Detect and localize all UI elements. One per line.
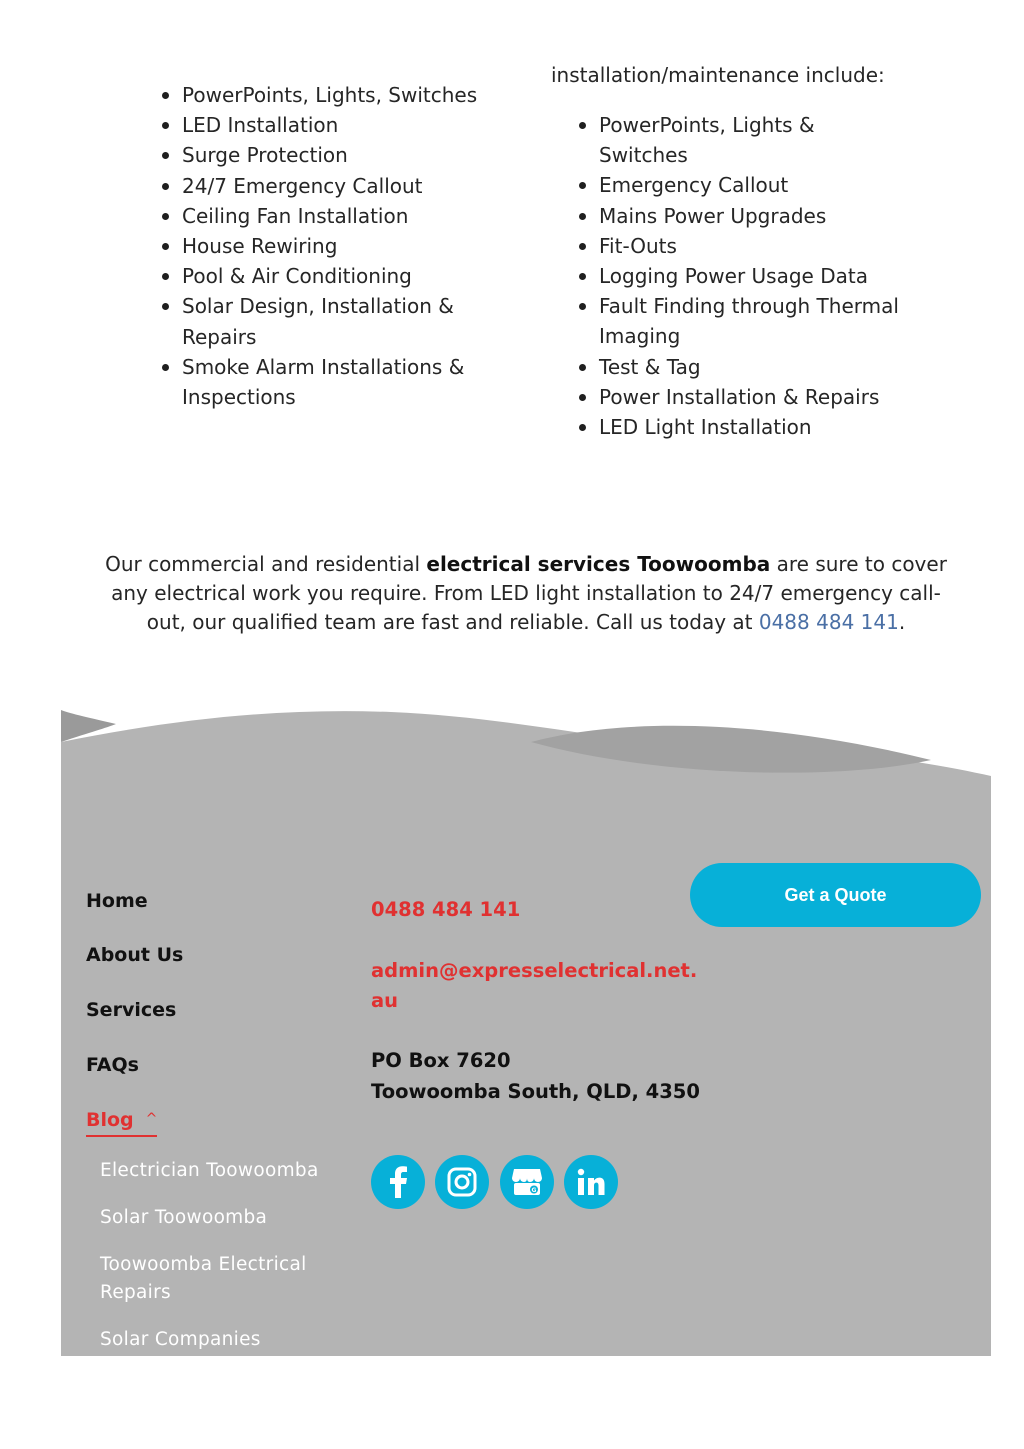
services-list-right [577, 110, 909, 442]
footer-nav-services[interactable]: Services [86, 999, 177, 1021]
list-item: Pool & Air Conditioning [182, 261, 482, 291]
footer-phone-link[interactable]: 0488 484 141 [371, 898, 521, 921]
address-line: PO Box 7620 [371, 1049, 511, 1072]
list-item: PowerPoints, Lights & Switches [599, 110, 909, 170]
phone-link[interactable]: 0488 484 141 [758, 610, 899, 634]
instagram-icon[interactable] [435, 1155, 489, 1209]
list-item: Smoke Alarm Installations & Inspections [182, 352, 482, 412]
list-item: Surge Protection [182, 140, 482, 170]
summary-text: Our commercial and residential [105, 552, 427, 576]
services-list-left [160, 80, 482, 412]
get-quote-button[interactable]: Get a Quote [690, 863, 981, 927]
footer-address [371, 1046, 700, 1107]
chevron-up-icon[interactable]: ^ [145, 1111, 158, 1127]
list-item: Logging Power Usage Data [599, 261, 909, 291]
summary-text: . [898, 610, 906, 634]
footer-nav-about[interactable]: About Us [86, 944, 184, 966]
list-item: LED Installation [182, 110, 482, 140]
list-item: 24/7 Emergency Callout [182, 171, 482, 201]
facebook-icon[interactable] [371, 1155, 425, 1209]
footer-wave-decoration [61, 710, 991, 790]
email-line: admin@expresselectrical.net. [371, 959, 698, 982]
right-list-intro: installation/maintenance include: [551, 63, 885, 87]
list-item: PowerPoints, Lights, Switches [182, 80, 482, 110]
blog-submenu-item[interactable]: Electrician Toowoomba [100, 1160, 319, 1181]
list-item: Mains Power Upgrades [599, 201, 909, 231]
list-item: Fit-Outs [599, 231, 909, 261]
footer-nav-blog[interactable] [86, 1109, 157, 1137]
email-line: au [371, 989, 399, 1012]
linkedin-icon[interactable] [564, 1155, 618, 1209]
list-item: Test & Tag [599, 352, 909, 382]
list-item: Power Installation & Repairs [599, 382, 909, 412]
list-item: Emergency Callout [599, 170, 909, 200]
footer-nav-blog-label: Blog [86, 1109, 134, 1131]
list-item: House Rewiring [182, 231, 482, 261]
site-footer [61, 710, 991, 1356]
list-item: Fault Finding through Thermal Imaging [599, 291, 909, 351]
list-item: Solar Design, Installation & Repairs [182, 291, 482, 351]
services-summary [100, 550, 952, 637]
footer-nav-faqs[interactable]: FAQs [86, 1054, 139, 1076]
summary-bold-text: electrical services Toowoomba [426, 552, 771, 576]
google-business-icon[interactable] [500, 1155, 554, 1209]
summary-text: are sure to cover any electrical work you require. From LED light installation to 24/7 emergency call-out, our qualified team are fast and reliable. Call us today at [111, 552, 947, 634]
footer-nav-home[interactable]: Home [86, 890, 148, 912]
list-item: Ceiling Fan Installation [182, 201, 482, 231]
address-line: Toowoomba South, QLD, 4350 [371, 1079, 700, 1103]
list-item: LED Light Installation [599, 412, 909, 442]
blog-submenu-item[interactable]: Toowoomba Electrical Repairs [100, 1254, 307, 1303]
svg-text:G: G [531, 1187, 537, 1194]
blog-submenu-item[interactable]: Solar Toowoomba [100, 1207, 268, 1228]
footer-email-link[interactable] [371, 956, 697, 1016]
blog-submenu-item[interactable]: Solar Companies [100, 1329, 261, 1350]
